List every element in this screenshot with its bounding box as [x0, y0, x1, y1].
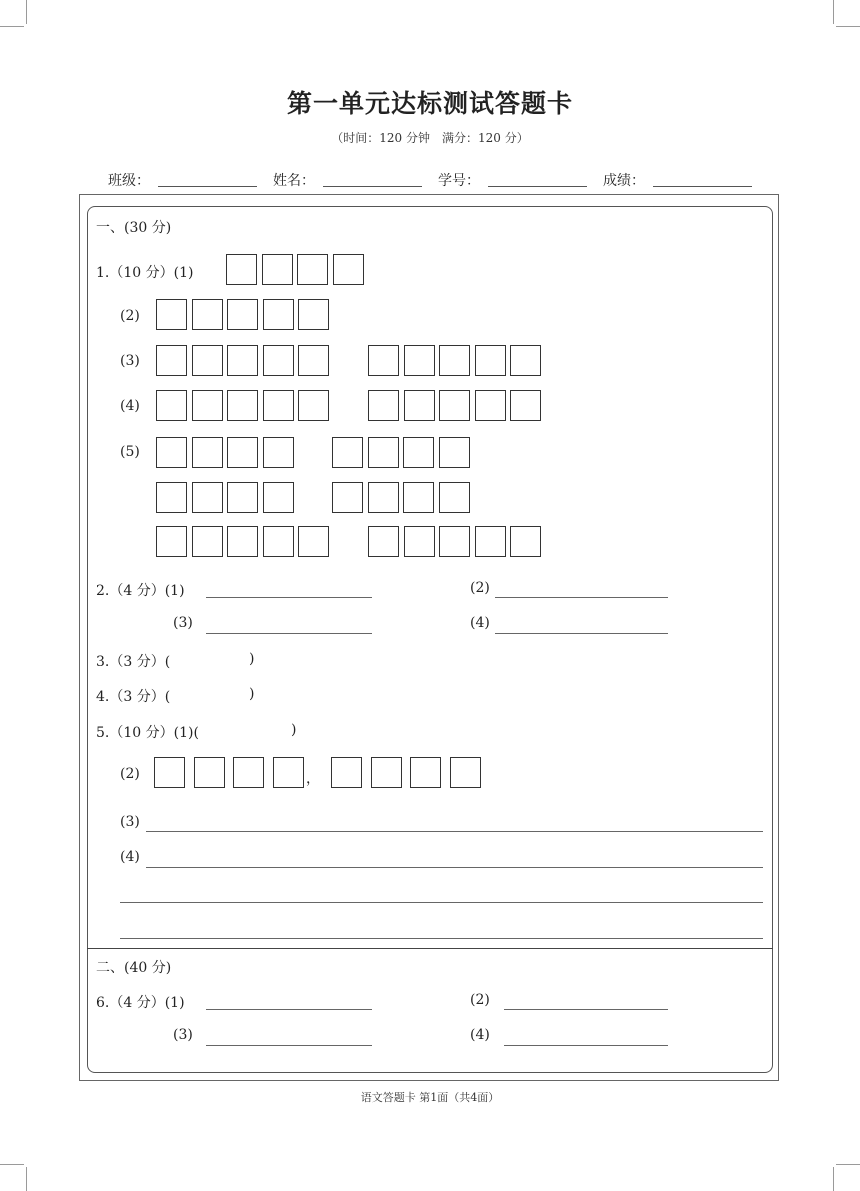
answer-box[interactable]: [156, 482, 187, 513]
answer-box[interactable]: [368, 437, 399, 468]
answer-box[interactable]: [368, 345, 399, 376]
q2-answer-line[interactable]: [495, 633, 668, 634]
answer-box[interactable]: [263, 526, 294, 557]
answer-box[interactable]: [156, 390, 187, 421]
q5-answer-line[interactable]: [146, 831, 763, 832]
crop-mark: [26, 1167, 27, 1191]
answer-box[interactable]: [333, 254, 364, 285]
q5-comma: ，: [306, 771, 320, 787]
answer-box[interactable]: [475, 345, 506, 376]
q3-label: 3.（3 分）(: [96, 654, 171, 670]
answer-box[interactable]: [510, 390, 541, 421]
q6-part4-label: (4): [470, 1027, 490, 1043]
name-label: 姓名：: [273, 173, 315, 189]
answer-box[interactable]: [263, 390, 294, 421]
answer-box[interactable]: [227, 345, 258, 376]
answer-box[interactable]: [192, 437, 223, 468]
answer-area: [87, 206, 773, 1073]
answer-box[interactable]: [298, 299, 329, 330]
q4-close-paren: ): [249, 686, 255, 702]
q5-part4-label: (4): [120, 849, 140, 865]
class-label: 班级：: [108, 173, 150, 189]
answer-box[interactable]: [298, 390, 329, 421]
q5-answer-line[interactable]: [146, 867, 763, 868]
answer-box[interactable]: [510, 345, 541, 376]
q6-answer-line[interactable]: [206, 1009, 372, 1010]
answer-box[interactable]: [227, 299, 258, 330]
page-title: 第一单元达标测试答题卡: [286, 89, 573, 118]
answer-box[interactable]: [439, 390, 470, 421]
answer-box[interactable]: [439, 437, 470, 468]
answer-box[interactable]: [510, 526, 541, 557]
answer-box[interactable]: [450, 757, 481, 788]
answer-box[interactable]: [368, 482, 399, 513]
crop-mark: [836, 26, 860, 27]
q5-answer-line[interactable]: [120, 938, 763, 939]
answer-box[interactable]: [156, 437, 187, 468]
q2-answer-line[interactable]: [495, 597, 668, 598]
answer-box[interactable]: [475, 526, 506, 557]
answer-box[interactable]: [331, 757, 362, 788]
crop-mark: [836, 1164, 860, 1165]
q2-part2-label: (2): [470, 580, 490, 596]
q2-label: 2.（4 分）(1): [96, 583, 185, 599]
q5-answer-line[interactable]: [120, 902, 763, 903]
answer-box[interactable]: [156, 345, 187, 376]
answer-box[interactable]: [475, 390, 506, 421]
answer-box[interactable]: [368, 390, 399, 421]
crop-mark: [0, 1164, 24, 1165]
q1-part5-label: (5): [120, 444, 140, 460]
q1-label: 1.（10 分）(1): [96, 265, 194, 281]
answer-box[interactable]: [192, 299, 223, 330]
student-id-field[interactable]: [488, 186, 587, 187]
crop-mark: [26, 0, 27, 24]
q5-part3-label: (3): [120, 814, 140, 830]
answer-box[interactable]: [298, 345, 329, 376]
section-1-header: 一、(30 分): [96, 220, 172, 236]
q6-part3-label: (3): [173, 1027, 193, 1043]
q5-part2-label: (2): [120, 766, 140, 782]
answer-box[interactable]: [226, 254, 257, 285]
answer-box[interactable]: [439, 345, 470, 376]
crop-mark: [833, 1167, 834, 1191]
score-field[interactable]: [653, 186, 752, 187]
q6-label: 6.（4 分）(1): [96, 995, 185, 1011]
q1-part2-label: (2): [120, 308, 140, 324]
section-2-header: 二、(40 分): [96, 960, 172, 976]
answer-box[interactable]: [298, 526, 329, 557]
q6-part2-label: (2): [470, 992, 490, 1008]
q2-answer-line[interactable]: [206, 597, 372, 598]
answer-box[interactable]: [263, 437, 294, 468]
answer-box[interactable]: [154, 757, 185, 788]
answer-box[interactable]: [439, 482, 470, 513]
q6-answer-line[interactable]: [504, 1009, 668, 1010]
answer-box[interactable]: [227, 437, 258, 468]
answer-box[interactable]: [227, 526, 258, 557]
answer-box[interactable]: [368, 526, 399, 557]
answer-box[interactable]: [263, 345, 294, 376]
answer-box[interactable]: [404, 345, 435, 376]
answer-box[interactable]: [403, 437, 434, 468]
q5-label: 5.（10 分）(1)(: [96, 725, 199, 741]
q2-answer-line[interactable]: [206, 633, 372, 634]
answer-box[interactable]: [263, 482, 294, 513]
name-field[interactable]: [323, 186, 422, 187]
answer-box[interactable]: [156, 526, 187, 557]
crop-mark: [833, 0, 834, 24]
answer-box[interactable]: [371, 757, 402, 788]
answer-box[interactable]: [227, 482, 258, 513]
section-divider: [87, 948, 773, 949]
score-label: 成绩：: [603, 173, 645, 189]
answer-box[interactable]: [332, 482, 363, 513]
q1-part4-label: (4): [120, 398, 140, 414]
q1-part3-label: (3): [120, 353, 140, 369]
q3-close-paren: ): [249, 651, 255, 667]
answer-box[interactable]: [192, 526, 223, 557]
answer-box[interactable]: [297, 254, 328, 285]
answer-box[interactable]: [194, 757, 225, 788]
answer-box[interactable]: [192, 390, 223, 421]
page-subtitle: （时间：120 分钟 满分：120 分）: [331, 131, 529, 145]
answer-box[interactable]: [262, 254, 293, 285]
answer-box[interactable]: [192, 345, 223, 376]
page-footer: 语文答题卡 第1面（共4面）: [360, 1091, 500, 1104]
answer-box[interactable]: [404, 526, 435, 557]
q6-answer-line[interactable]: [504, 1045, 668, 1046]
q4-label: 4.（3 分）(: [96, 689, 171, 705]
answer-box[interactable]: [332, 437, 363, 468]
answer-box[interactable]: [273, 757, 304, 788]
answer-box[interactable]: [227, 390, 258, 421]
q6-answer-line[interactable]: [206, 1045, 372, 1046]
answer-box[interactable]: [263, 299, 294, 330]
q2-part3-label: (3): [173, 615, 193, 631]
student-id-label: 学号：: [438, 173, 480, 189]
answer-box[interactable]: [156, 299, 187, 330]
class-field[interactable]: [158, 186, 257, 187]
answer-box[interactable]: [403, 482, 434, 513]
q2-part4-label: (4): [470, 615, 490, 631]
answer-box[interactable]: [192, 482, 223, 513]
answer-box[interactable]: [233, 757, 264, 788]
answer-box[interactable]: [439, 526, 470, 557]
q5-close-paren: ): [291, 722, 297, 738]
answer-box[interactable]: [404, 390, 435, 421]
answer-box[interactable]: [410, 757, 441, 788]
crop-mark: [0, 26, 24, 27]
